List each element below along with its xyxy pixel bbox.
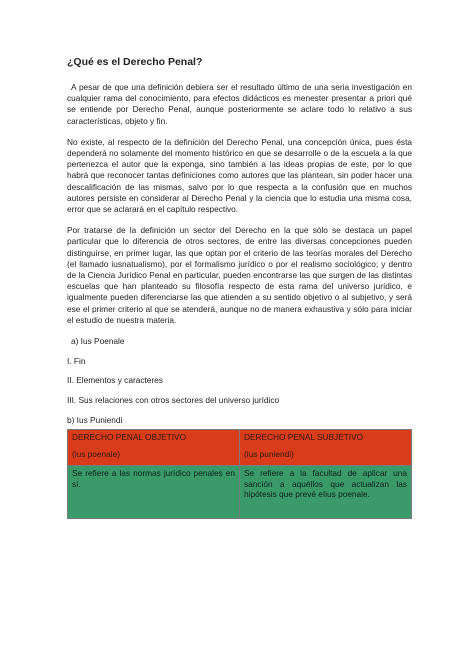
list-item-relaciones: III. Sus relaciones con otros sectores del universo jurídico <box>67 395 280 406</box>
paragraph-criteria: Por tratarse de la definición un sector del Derecho en la que sólo se destaca un papel particular que lo diferencia de otros sectores, de entre las diversas concepciones pueden distinguirse, en primer lugar, las que optan por el criterio de las teorías morales del Derecho (el llamado iusnatualismo), por el formalismo jurídico o por el realismo sociológico; y dentro de la Ciencia Jurídico Penal en particular, pueden encontrarse las que surgen de las distintas escuelas que han planteado su filosofía respecto de esta rama del universo jurídico, e igualmente pueden diferenciarse las que atienden a su sentido objetivo o al subjetivo, y será ese el primer criterio al que se atenderá, aunque no de manera exhaustiva y sólo para iniciar el estudio de nuestra materia. <box>67 225 412 325</box>
document-title: ¿Qué es el Derecho Penal? <box>67 56 203 68</box>
table-header-objetivo: DERECHO PENAL OBJETIVO <box>72 432 187 443</box>
table-header-subjetivo: DERECHO PENAL SUBJETIVO <box>244 432 364 443</box>
list-item-elementos: II. Elementos y caracteres <box>67 375 163 386</box>
table-body-row <box>68 466 412 519</box>
table-cell-subjetivo <box>240 430 412 466</box>
list-item-ius-poenale: a) Ius Poenale <box>71 336 125 347</box>
list-item-fin: I. Fin <box>67 355 86 366</box>
table-body-subjetivo: Se refiere a la facultad de aplicar una sanción a aquéllos que actualizan las hipótesis que prevé eIius poenale. <box>240 466 412 519</box>
table-subheader-subjetivo: (ius puniendi) <box>244 448 294 459</box>
table-header-row <box>68 430 412 466</box>
table-subheader-objetivo: (ius poenale) <box>72 448 120 459</box>
table-cell-objetivo <box>68 430 240 466</box>
comparison-table <box>67 429 412 519</box>
paragraph-intro: A pesar de que una definición debiera ser el resultado último de una seria investigación en cualquier rama del conocimiento, para efectos didácticos es menester presentar a priori qué se entiende por Derecho Penal, aunque posteriormente se aclare todo lo relativo a sus características, objeto y fin. <box>67 82 412 126</box>
paragraph-definition: No existe, al respecto de la definición del Derecho Penal, una concepción única, pues ésta dependerá no solamente del momento histórico en que se desarrolle o de la escuela a la que pertenezca el autor que la exponga, sino también a las ideas propias de este, por lo que habrá que reconocer tantas definiciones como autores que las plantean, sin poder hacer una descalificación de las mismas, salvo por lo que respecta a la confusión que en muchos autores persiste en considerar al Derecho Penal y la ciencia que lo estudia una misma cosa, error que se aclarará en el capítulo respectivo. <box>67 136 412 215</box>
list-item-ius-puniendi: b) Ius Puniendi <box>67 414 123 425</box>
document-content <box>67 56 412 519</box>
table-body-objetivo: Se refiere a las normas jurídico penales en sí. <box>68 466 240 519</box>
